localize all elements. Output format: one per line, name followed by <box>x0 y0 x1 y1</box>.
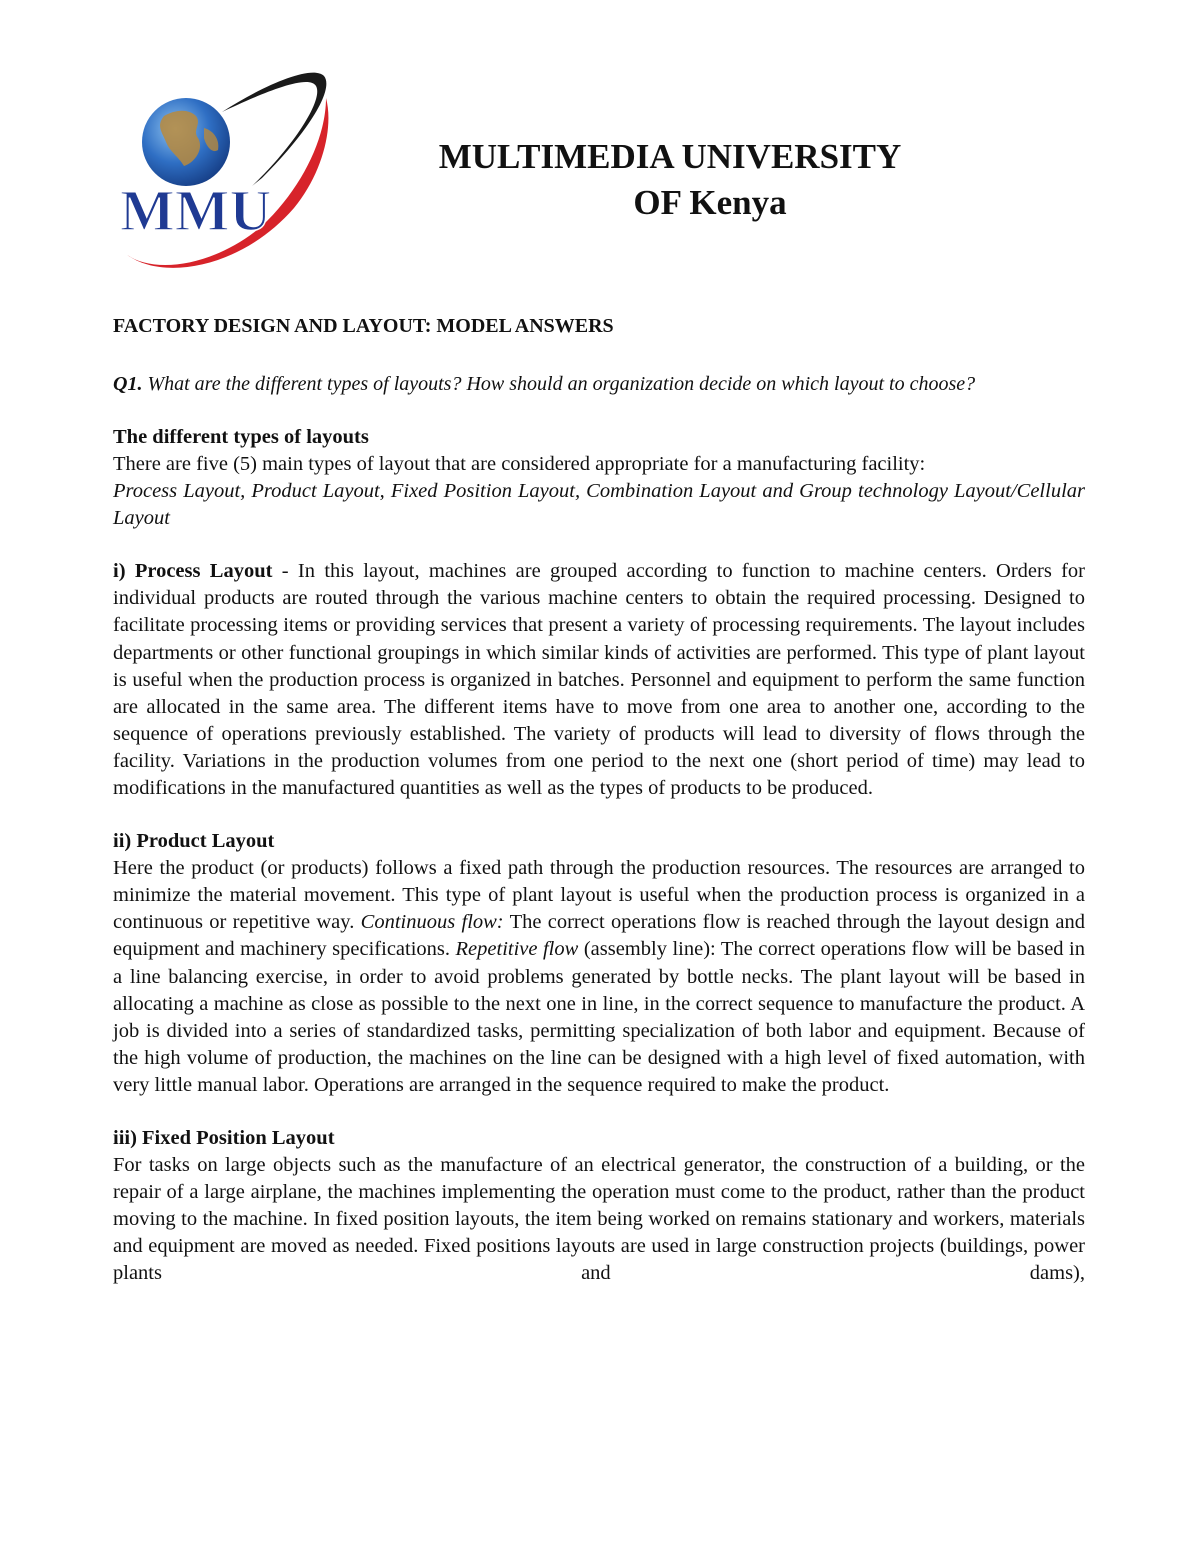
layout-types-list: Process Layout, Product Layout, Fixed Position Layout, Combination Layout and Group technology Layout/Cellular Layout <box>113 480 1085 530</box>
process-layout-body: - In this layout, machines are grouped according to function to machine centers. Orders for individual products are routed through the various machine centers to obtain the required processing. Designed to facilitate processing items or providing services that present a variety of processing requirements. The layout includes departments or other functional groupings in which similar kinds of activities are performed. This type of plant layout is useful when the production process is organized in batches. Personnel and equipment to perform the same function are allocated in the same area. The different items have to move from one area to another one, according to the sequence of operations previously established. The variety of products will lead to diversity of flows through the facility. Variations in the production volumes from one period to the next one (short period of time) may lead to modifications in the manufactured quantities as well as the types of products to be produced. <box>113 560 1086 800</box>
product-layout-paragraph <box>113 855 1085 1099</box>
process-layout-paragraph <box>113 558 1085 802</box>
svg-text:MMU: MMU <box>120 178 272 243</box>
process-layout-section <box>113 558 1085 802</box>
university-country: OF Kenya <box>633 183 787 222</box>
fixed-position-layout-body: For tasks on large objects such as the manufacture of an electrical generator, the construction of a building, or the repair of a large airplane, the machines implementing the operation must come to the product, rather than the product moving to the machine. In fixed position layouts, the item being worked on remains stationary and workers, materials and equipment are moved as needed. Fixed positions layouts are used in large construction projects (buildings, power plants and dams), <box>113 1153 1085 1285</box>
product-layout-body-2: The correct operations flow is reached through the layout design and equipment and machinery specifications. <box>113 911 1085 961</box>
question-1 <box>113 371 1085 398</box>
layout-types-heading: The different types of layouts <box>113 426 369 448</box>
question-number: Q1. <box>113 373 143 395</box>
fixed-position-layout-section <box>113 1125 1085 1287</box>
globe-swoosh-logo-icon <box>112 68 340 280</box>
layout-types-section <box>113 424 1085 532</box>
repetitive-flow-label: Repetitive flow <box>455 938 579 961</box>
fixed-position-layout-heading: iii) Fixed Position Layout <box>113 1126 335 1149</box>
continuous-flow-label: Continuous flow: <box>360 911 504 934</box>
layout-types-intro: There are five (5) main types of layout that are considered appropriate for a manufacturing facility: <box>113 453 926 475</box>
university-name: MULTIMEDIA UNIVERSITY <box>438 137 902 176</box>
document-body <box>113 313 1085 1313</box>
question-text: What are the different types of layouts? How should an organization decide on which layout to choose? <box>142 373 976 395</box>
product-layout-body-3: (assembly line): The correct operations flow will be based in a line balancing exercise, in order to avoid problems generated by bottle necks. The plant layout will be based in allocating a machine as close as possible to the next one in line, in the correct sequence to manufacture the product. A job is divided into a series of standardized tasks, permitting specialization of both labor and equipment. Because of the high volume of production, the machines on the line can be designed with a high level of fixed automation, with very little manual labor. Operations are arranged in the sequence required to make the product. <box>113 938 1086 1096</box>
document-heading: FACTORY DESIGN AND LAYOUT: MODEL ANSWERS <box>113 315 614 337</box>
process-layout-heading: i) Process Layout <box>113 560 273 583</box>
product-layout-body-1: Here the product (or products) follows a fixed path through the production resources. The resources are arranged to minimize the material movement. This type of plant layout is useful when the production process is organized in a continuous or repetitive way. <box>113 857 1085 934</box>
mmu-logo <box>112 68 340 280</box>
university-title <box>380 134 960 226</box>
product-layout-section <box>113 828 1085 1099</box>
product-layout-heading: ii) Product Layout <box>113 830 275 853</box>
